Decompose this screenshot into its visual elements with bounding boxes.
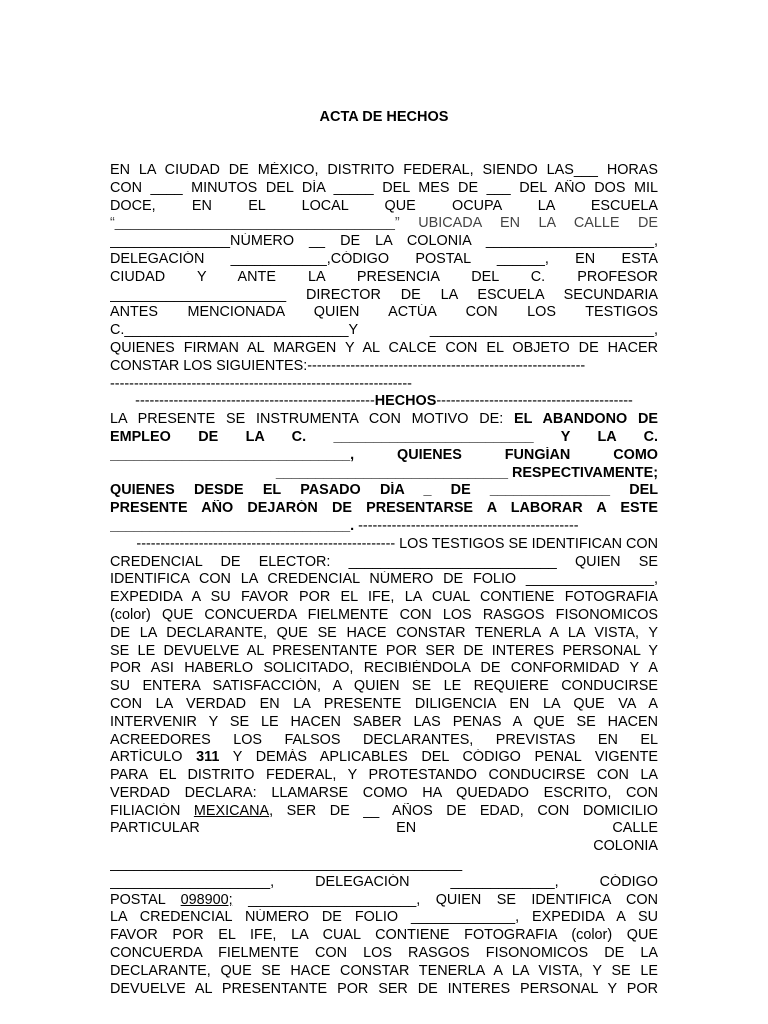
text-line: (color) QUE CONCUERDA FIELMENTE CON LOS RASGOS FISONOMICOS — [110, 606, 658, 623]
text-segment: FILIACIÓN — [110, 802, 194, 819]
text-line — [110, 803, 658, 821]
text-segment: POSTAL — [110, 891, 181, 908]
document-body — [110, 162, 658, 998]
text-line: DELEGACIÓN ____________,CÓDIGO POSTAL ______, EN ESTA — [110, 250, 658, 267]
text-line: ____________________, DELEGACIÓN _____________, CÓDIGO — [110, 873, 658, 890]
text-line: ------------------------------------------------------ LOS TESTIGOS SE IDENTIFICAN CON — [136, 535, 658, 552]
underlined-value: 098900; — [180, 891, 233, 908]
text-segment: ---------------------------------------------- — [354, 517, 579, 534]
text-line: EMPLEO DE LA C. _________________________ Y LA C. — [110, 428, 658, 445]
text-line — [110, 892, 658, 910]
text-line: DOCE, EN EL LOCAL QUE OCUPA LA ESCUELA — [110, 197, 658, 214]
text-line: CIUDAD Y ANTE LA PRESENCIA DEL C. PROFESOR — [110, 268, 658, 285]
article-number: 311 — [196, 749, 220, 766]
text-line: ACREEDORES LOS FALSOS DECLARANTES, PREVISTAS EN EL — [110, 731, 658, 748]
text-line: _______________NÚMERO __ DE LA COLONIA _____________________, — [110, 233, 658, 250]
text-line: ______________________ DIRECTOR DE LA ESCUELA SECUNDARIA — [110, 286, 658, 303]
text-line: CREDENCIAL DE ELECTOR: __________________________ QUIEN SE — [110, 553, 658, 570]
hechos-label: HECHOS — [374, 393, 437, 410]
text-segment: , SER DE __ AÑOS DE EDAD, CON DOMICILIO — [269, 802, 658, 819]
text-line: CONSTAR LOS SIGUIENTES:---------------------------------------------------------- — [110, 357, 586, 374]
text-line: CON LA VERDAD EN LA PRESENTE DILIGENCIA EN LA QUE VA A — [110, 695, 658, 712]
text-line: CONCUERDA FIELMENTE CON LOS RASGOS FISONOMICOS DE LA — [110, 945, 658, 962]
text-line: EXPEDIDA A SU FAVOR POR EL IFE, LA CUAL CONTIENE FOTOGRAFIA — [110, 589, 658, 606]
text-line: ____________________________________________ — [110, 856, 463, 873]
text-line: IDENTIFICA CON LA CREDENCIAL NÚMERO DE FOLIO ________________, — [110, 571, 658, 588]
text-line — [110, 749, 658, 767]
text-line: LA CREDENCIAL NÚMERO DE FOLIO _____________, EXPEDIDA A SU — [110, 909, 658, 926]
text-line: _____________________________ RESPECTIVAMENTE; — [275, 464, 658, 481]
text-line: PARA EL DISTRITO FEDERAL, Y PROTESTANDO CONDUCIRSE CON LA — [110, 767, 658, 784]
text-line: VERDAD DECLARA: LLAMARSE COMO HA QUEDADO ESCRITO, CON — [110, 784, 658, 801]
text-line: QUIENES FIRMAN AL MARGEN Y AL CALCE CON EL OBJETO DE HACER — [110, 339, 658, 356]
text-line: “___________________________________” UBICADA EN LA CALLE DE — [110, 215, 658, 232]
text-line: PRESENTE AÑO DEJARÓN DE PRESENTARSE A LABORAR A ESTE — [110, 500, 658, 517]
text-line — [110, 820, 658, 838]
text-line: SU ENTERA SATISFACCIÓN, A QUIEN SE LE REQUIERE CONDUCIRSE — [110, 678, 658, 695]
text-line: QUIENES DESDE EL PASADO DÍA _ DE _______________ DEL — [110, 482, 658, 499]
hechos-heading — [110, 393, 658, 411]
text-line: DECLARANTE, QUE SE HACE CONSTAR TENERLA A LA VISTA, Y SE LE — [110, 962, 658, 979]
text-segment: LA PRESENTE SE INSTRUMENTA CON MOTIVO DE: — [110, 411, 515, 428]
text-segment: CALLE — [612, 820, 658, 837]
dash-rule: ----------------------------------------- — [436, 393, 633, 410]
document-title: ACTA DE HECHOS — [319, 109, 449, 125]
text-segment: PARTICULAR — [110, 820, 200, 837]
text-line: EN LA CIUDAD DE MÉXICO, DISTRITO FEDERAL, SIENDO LAS___ HORAS — [110, 162, 658, 178]
text-line: FAVOR POR EL IFE, LA CUAL CONTIENE FOTOGRAFIA (color) QUE — [110, 927, 658, 944]
text-line: ______________________________, QUIENES FUNGÍAN COMO — [110, 446, 658, 463]
text-segment: _____________________, QUIEN SE IDENTIFICA CON — [232, 891, 658, 908]
text-line: --------------------------------------------------------------- — [110, 375, 412, 392]
text-segment: Y DEMÁS APLICABLES DEL CÓDIGO PENAL VIGENTE — [219, 749, 658, 766]
text-line — [110, 518, 658, 536]
dash-rule: -------------------------------------------------- — [135, 393, 375, 410]
text-line: DEVUELVE AL PRESENTANTE POR SER DE INTERES PERSONAL Y POR — [110, 980, 658, 997]
text-segment-bold: ______________________________. — [110, 517, 355, 534]
text-line: DE LA DECLARANTE, QUE SE HACE CONSTAR TENERLA A LA VISTA, Y — [110, 624, 658, 641]
text-line: C.____________________________Y ____________________________, — [110, 322, 658, 339]
text-line: POR ASI HABERLO SOLICITADO, RECIBIÉNDOLA DE CONFORMIDAD Y A — [110, 660, 658, 677]
underlined-value: MEXICANA — [193, 802, 270, 819]
text-segment: ARTÍCULO — [110, 749, 197, 766]
text-line: INTERVENIR Y SE LE HACEN SABER LAS PENAS A QUE SE HACEN — [110, 713, 658, 730]
text-line: ANTES MENCIONADA QUIEN ACTÚA CON LOS TESTIGOS — [110, 304, 658, 321]
text-line — [110, 411, 658, 429]
text-segment: EN — [396, 820, 417, 837]
text-segment-bold: EL ABANDONO DE — [514, 411, 658, 428]
text-line: SE LE DEVUELVE AL PRESENTANTE POR SER DE INTERES PERSONAL Y — [110, 642, 658, 659]
text-line: CON ____ MINUTOS DEL DÍA _____ DEL MES DE ___ DEL AÑO DOS MIL — [110, 179, 658, 196]
text-line: COLONIA — [593, 838, 658, 855]
